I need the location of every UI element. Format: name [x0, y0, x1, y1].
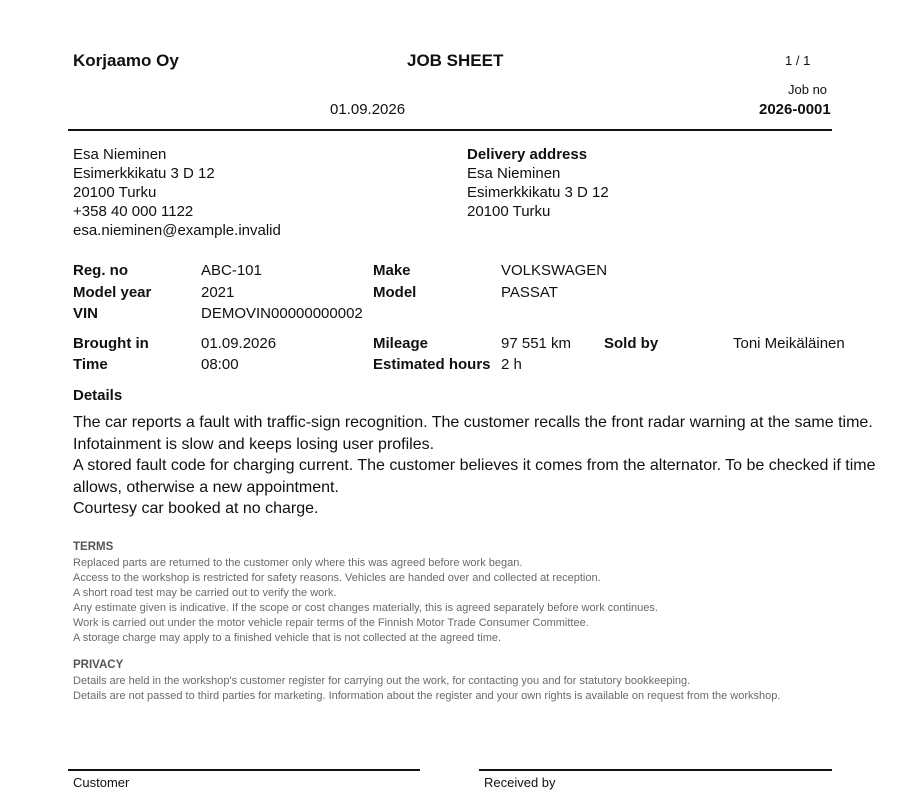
delivery-address-heading: Delivery address	[467, 146, 588, 163]
terms-line: Any estimate given is indicative. If the scope or cost changes materially, this is agreed separately before work continues.	[73, 602, 658, 615]
details-line: allows, otherwise a new appointment.	[73, 478, 339, 496]
details-line: The car reports a fault with traffic-sign recognition. The customer recalls the front radar warning at the same time.	[73, 414, 873, 431]
customer-street: Esimerkkikatu 3 D 12	[73, 165, 215, 182]
time-label: Time	[73, 356, 108, 373]
mileage-label: Mileage	[373, 335, 429, 352]
delivery-address	[467, 145, 609, 221]
vin-value: DEMOVIN00000000002	[201, 305, 363, 322]
customer-email: esa.nieminen@example.invalid	[73, 222, 281, 239]
reg-no-value: ABC-101	[201, 262, 262, 279]
make-value: VOLKSWAGEN	[501, 262, 608, 279]
make-label: Make	[373, 262, 411, 279]
delivery-name: Esa Nieminen	[467, 165, 561, 182]
details-line: A stored fault code for charging current. The customer believes it comes from the alternator. To be checked if time	[73, 457, 876, 475]
terms-line: Replaced parts are returned to the customer only where this was agreed before work began.	[73, 557, 523, 569]
brought-in-label: Brought in	[73, 335, 149, 352]
privacy-line: Details are not passed to third parties for marketing. Information about the register and your own rights is available on request from the workshop.	[73, 690, 781, 703]
page-number: 1 / 1	[785, 53, 811, 68]
customer-address	[73, 145, 281, 240]
job-number: 2026-0001	[759, 101, 831, 118]
brought-in-value: 01.09.2026	[201, 335, 277, 352]
delivery-city: 20100 Turku	[467, 203, 551, 220]
details-line: Infotainment is slow and keeps losing user profiles.	[73, 435, 435, 453]
terms-line: A storage charge may apply to a finished vehicle that is not collected at the agreed time.	[73, 632, 502, 645]
model-year-label: Model year	[73, 284, 152, 301]
delivery-street: Esimerkkikatu 3 D 12	[467, 184, 609, 201]
terms-line: Work is carried out under the motor vehicle repair terms of the Finnish Motor Trade Consumer Committee.	[73, 617, 589, 630]
estimated-hours-label: Estimated hours	[373, 356, 491, 373]
model-value: PASSAT	[501, 284, 558, 301]
customer-signature-line	[68, 769, 420, 771]
terms-line: A short road test may be carried out to verify the work.	[73, 587, 337, 600]
customer-phone: +358 40 000 1122	[73, 203, 194, 220]
document-date: 01.09.2026	[330, 101, 406, 118]
details-line: Courtesy car booked at no charge.	[73, 500, 319, 518]
terms-heading: TERMS	[73, 541, 114, 553]
terms-line: Access to the workshop is restricted for safety reasons. Vehicles are handed over and collected at reception.	[73, 572, 601, 585]
sold-by-label: Sold by	[604, 335, 659, 352]
customer-name: Esa Nieminen	[73, 146, 167, 163]
reg-no-label: Reg. no	[73, 262, 128, 279]
received-by-signature-label: Received by	[484, 775, 556, 790]
privacy-heading: PRIVACY	[73, 659, 124, 671]
sold-by-value: Toni Meikäläinen	[733, 335, 845, 352]
details-text	[73, 412, 876, 520]
document-title: JOB SHEET	[407, 51, 504, 70]
header-divider	[68, 129, 832, 131]
company-name: Korjaamo Oy	[73, 51, 179, 70]
customer-signature-label: Customer	[73, 775, 130, 790]
mileage-value: 97 551 km	[501, 335, 572, 352]
model-label: Model	[373, 284, 417, 301]
details-heading: Details	[73, 387, 123, 404]
model-year-value: 2021	[201, 284, 235, 301]
privacy-text	[73, 674, 780, 704]
job-number-label: Job no	[788, 82, 828, 97]
estimated-hours-value: 2 h	[501, 356, 522, 373]
time-value: 08:00	[201, 356, 239, 373]
received-by-signature-line	[479, 769, 832, 771]
customer-city: 20100 Turku	[73, 184, 157, 201]
privacy-line: Details are held in the workshop's customer register for carrying out the work, for contacting you and for statutory bookkeeping.	[73, 675, 691, 687]
vin-label: VIN	[73, 305, 99, 322]
terms-text	[73, 556, 658, 647]
